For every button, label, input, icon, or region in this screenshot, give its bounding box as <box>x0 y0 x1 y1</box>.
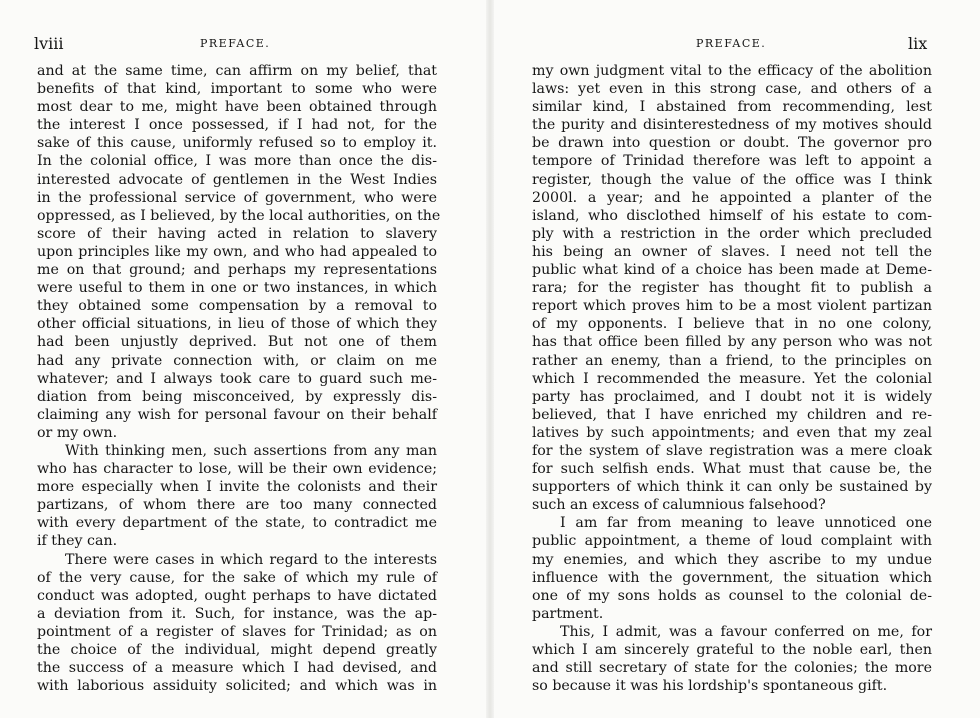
text-line: so because it was his lordship's spontaneous gift. <box>532 678 888 695</box>
text-line: laws: yet even in this strong case, and others of a <box>532 81 932 98</box>
text-line: claiming any wish for personal favour on their behalf <box>37 406 437 423</box>
text-line: me on that ground; and perhaps my representations <box>37 262 437 279</box>
text-line: other official situations, in lieu of those of which they <box>37 316 437 333</box>
text-line: In the colonial office, I was more than once the dis- <box>37 153 437 170</box>
text-line: With thinking men, such assertions from any man <box>65 442 437 459</box>
text-line: partizans, of whom there are too many connected <box>37 497 437 514</box>
text-line: in the professional service of government, who were <box>37 189 437 206</box>
text-line: were useful to them in one or two instances, in which <box>37 280 437 297</box>
text-line: conduct was adopted, ought perhaps to have dictated <box>37 587 437 604</box>
text-line: which I am sincerely grateful to the noble earl, then <box>532 642 932 658</box>
text-line: my enemies, and which they ascribe to my undue <box>532 551 932 568</box>
text-line: one of my sons holds as counsel to the colonial de- <box>532 587 932 604</box>
page-number-left: lviii <box>34 34 64 53</box>
text-line: This, I admit, was a favour conferred on me, for <box>560 623 932 640</box>
text-line: has that office been filled by any person who was not <box>532 334 932 351</box>
text-line: party has proclaimed, and I doubt not it is widely <box>532 388 932 405</box>
text-line: the choice of the individual, might depend greatly <box>37 642 437 658</box>
text-line: the purity and disinterestedness of my motives should <box>532 117 932 134</box>
text-line: rather an enemy, than a friend, to the principles on <box>532 352 932 369</box>
running-head-right: PREFACE. <box>696 37 767 50</box>
text-line: the interest I once possessed, if I had not, for the <box>37 117 437 134</box>
text-line: diation from being misconceived, by expressly dis- <box>37 388 437 405</box>
text-line: 2000l. a year; and he appointed a planter of the <box>532 189 932 206</box>
text-line: which I recommended the measure. Yet the colonial <box>532 370 932 387</box>
text-line: such an excess of calumnious falsehood? <box>532 497 826 514</box>
text-line: There were cases in which regard to the interests <box>65 551 437 568</box>
text-line: supporters of which think it can only be sustained by <box>532 479 932 496</box>
text-line: my own judgment vital to the efficacy of the abolition <box>532 63 932 79</box>
page-number-right: lix <box>908 34 928 53</box>
text-line: his being an owner of slaves. I need not tell the <box>532 243 932 260</box>
text-line: and at the same time, can affirm on my belief, that <box>37 63 437 79</box>
text-line: for such selfish ends. What must that cause be, the <box>532 461 932 478</box>
text-line: or my own. <box>37 424 118 441</box>
text-line: partment. <box>532 605 604 622</box>
text-line: benefits of that kind, important to some who were <box>37 81 437 98</box>
right-page <box>490 0 980 718</box>
text-line: public appointment, a theme of loud complaint with <box>532 533 932 550</box>
right-page-text <box>532 62 932 695</box>
text-line: influence with the government, the situation which <box>532 569 932 586</box>
text-line: if they can. <box>37 533 118 550</box>
text-line: and still secretary of state for the colonies; the more <box>532 660 932 677</box>
text-line: island, who disclothed himself of his estate to com- <box>532 207 932 224</box>
text-line: of the very cause, for the sake of which my rule of <box>37 569 437 586</box>
text-line: tempore of Trinidad therefore was left to appoint a <box>532 153 932 170</box>
text-line: most dear to me, might have been obtained through <box>37 99 437 116</box>
text-line: whatever; and I always took care to guard such me- <box>37 370 437 387</box>
left-page-text <box>37 62 441 695</box>
text-line: with laborious assiduity solicited; and which was in <box>37 678 437 695</box>
text-line: more especially when I invite the colonists and their <box>37 479 437 496</box>
text-line: latives by such appointments; and even that my zeal <box>532 424 932 441</box>
text-line: pointment of a register of slaves for Trinidad; as on <box>37 623 437 640</box>
text-line: be drawn into question or doubt. The governor pro <box>532 135 932 152</box>
text-line: score of their having acted in relation to slavery <box>37 225 437 242</box>
text-line: upon principles like my own, and who had appealed to <box>37 243 437 260</box>
text-line: similar kind, I abstained from recommending, lest <box>532 99 932 116</box>
text-line: a deviation from it. Such, for instance, was the ap- <box>37 605 437 622</box>
text-line: sake of this cause, uniformly refused so to employ it. <box>37 135 437 152</box>
text-line: oppressed, as I believed, by the local authorities, on the <box>37 207 441 224</box>
text-line: for the system of slave registration was a mere cloak <box>532 442 932 459</box>
text-line: who has character to lose, will be their own evidence; <box>37 461 437 478</box>
text-line: of my opponents. I believe that in no one colony, <box>532 316 932 333</box>
running-head-left: PREFACE. <box>200 37 271 50</box>
text-line: register, though the value of the office was I think <box>532 171 932 188</box>
text-line: had any private connection with, or claim on me <box>37 352 437 369</box>
text-line: public what kind of a choice has been made at Deme- <box>532 262 932 279</box>
text-line: report which proves him to be a most violent partizan <box>532 298 932 315</box>
text-line: had been unjustly deprived. But not one of them <box>37 334 437 351</box>
text-line: the success of a measure which I had devised, and <box>37 660 437 677</box>
text-line: with every department of the state, to contradict me <box>37 515 437 532</box>
text-line: rara; for the register has thought fit to publish a <box>532 280 932 297</box>
text-line: I am far from meaning to leave unnoticed one <box>560 515 932 532</box>
text-line: believed, that I have enriched my children and re- <box>532 406 932 423</box>
text-line: ply with a restriction in the order which precluded <box>532 225 932 242</box>
text-line: interested advocate of gentlemen in the West Indies <box>37 171 437 188</box>
text-line: they obtained some compensation by a removal to <box>37 298 437 315</box>
